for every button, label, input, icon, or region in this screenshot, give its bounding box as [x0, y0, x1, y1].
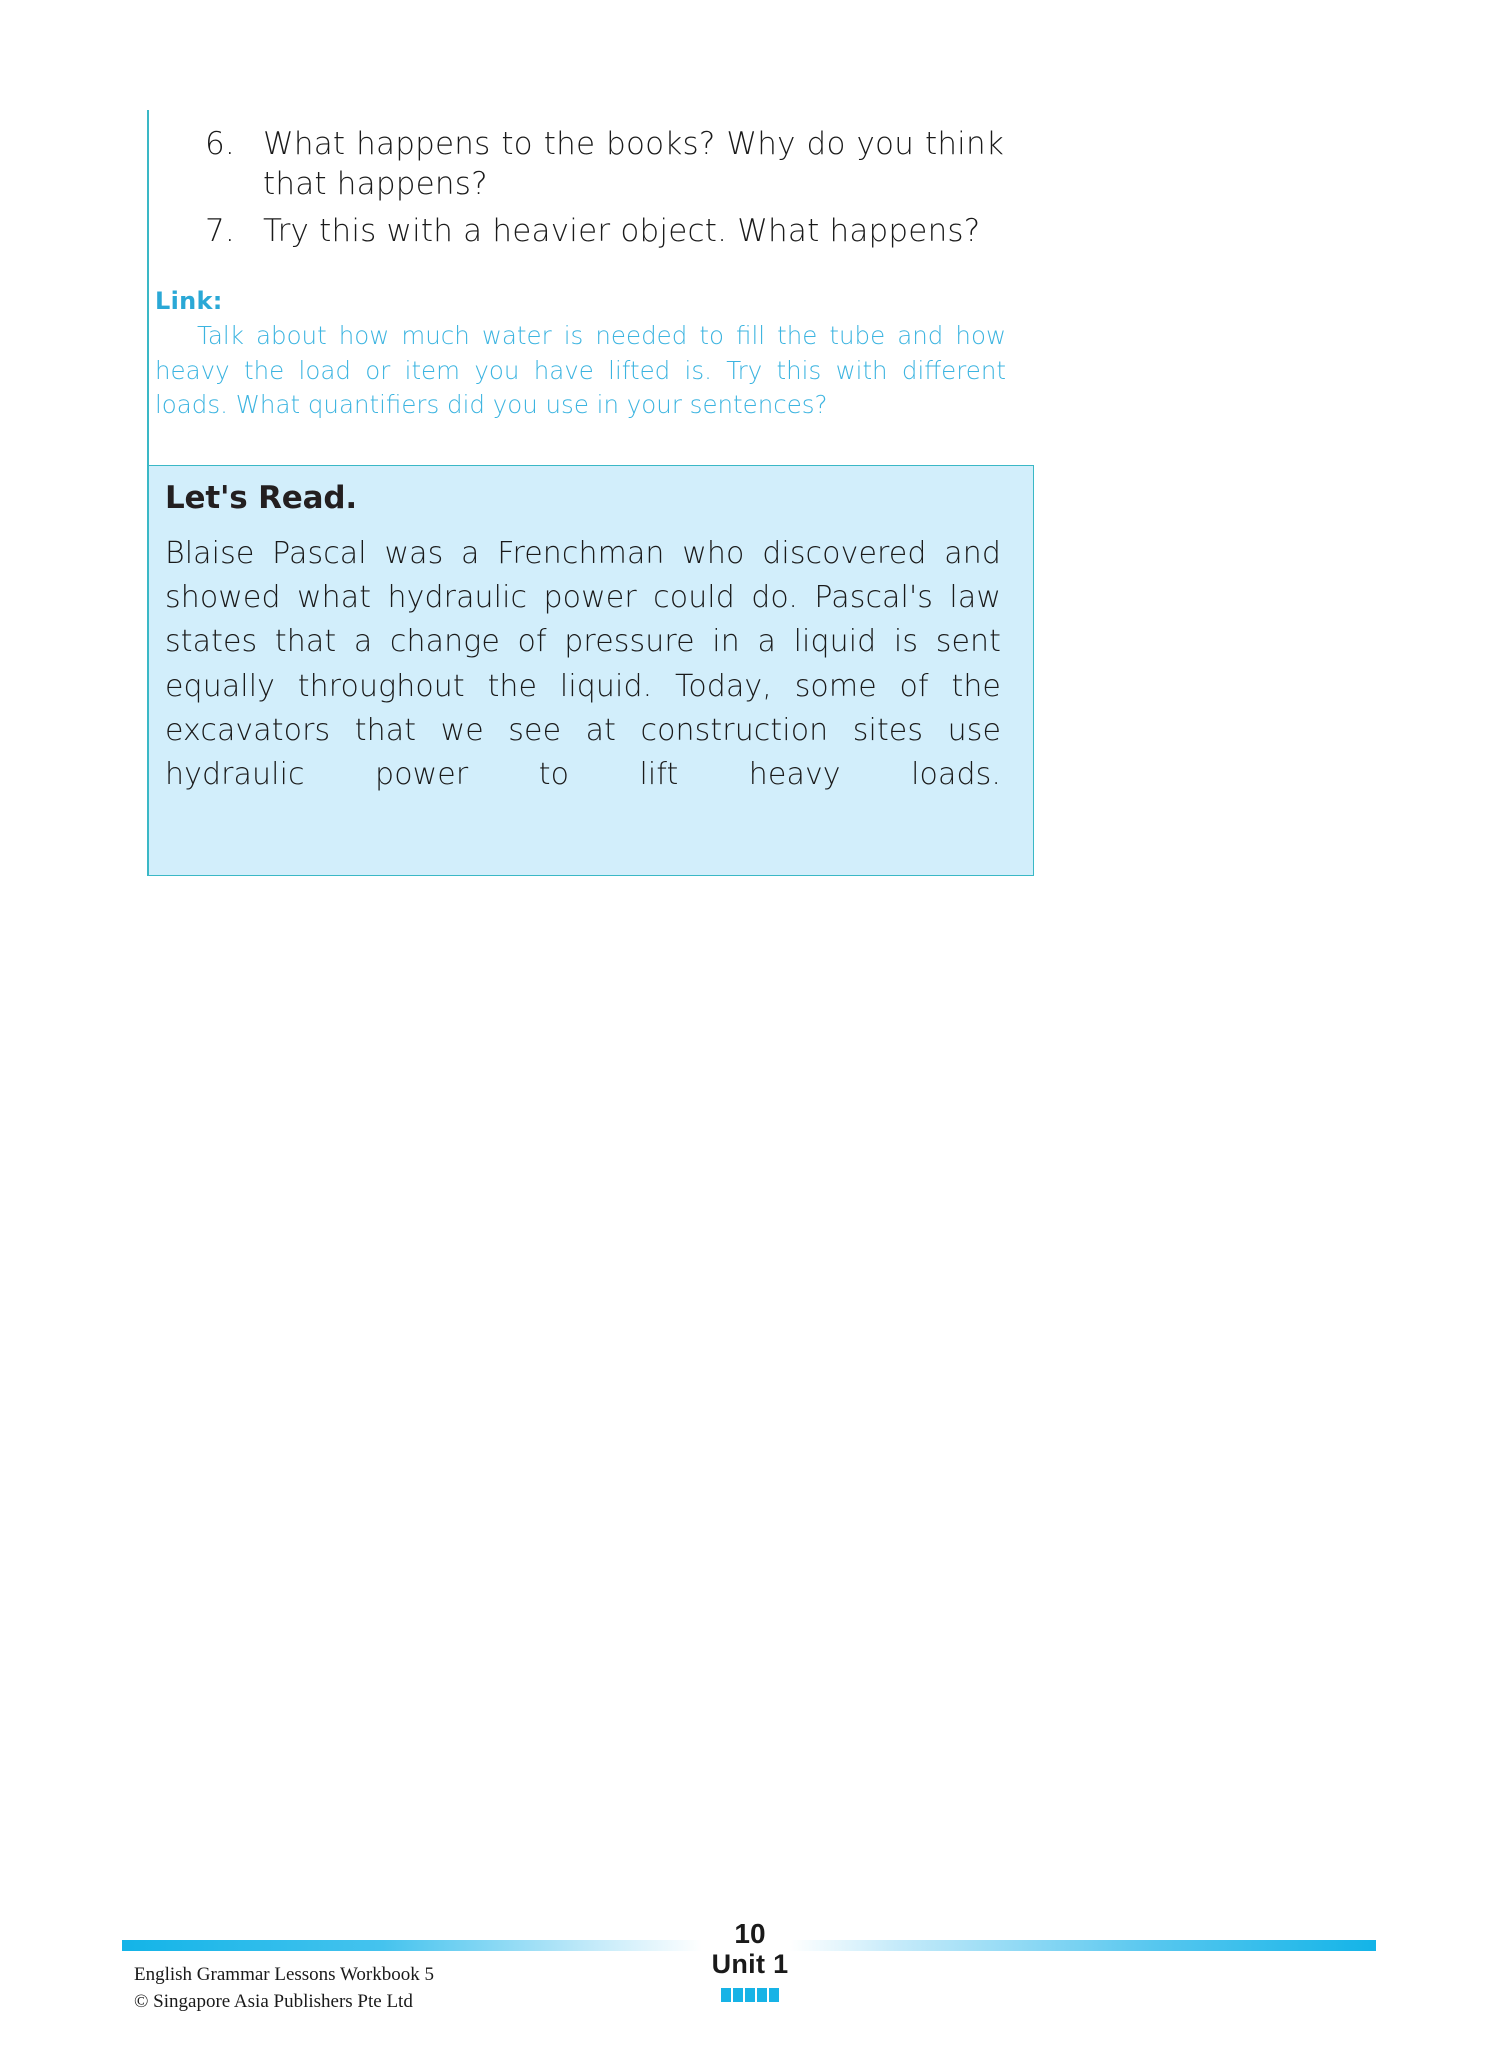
page-indicator: [680, 1920, 820, 2002]
question-number: 7.: [205, 212, 235, 249]
footer-rule-left: [122, 1940, 702, 1951]
unit-square: [757, 1988, 767, 2002]
footer-copyright-line: © Singapore Asia Publishers Pte Ltd: [134, 1990, 413, 2012]
question-text: What happens to the books? Why do you think that happens?: [263, 126, 1004, 203]
unit-square: [745, 1988, 755, 2002]
unit-square-row: [680, 1988, 820, 2002]
link-body-text: Talk about how much water is needed to fill the tube and how heavy the load or item you have lifted is. Try this with different loads. What quantifiers did you use in your sentences?: [155, 320, 1006, 420]
lets-read-box: [147, 465, 1034, 876]
footer-rule-right: [790, 1940, 1376, 1951]
unit-square: [769, 1988, 779, 2002]
lets-read-body-text: Blaise Pascal was a Frenchman who discovered and showed what hydraulic power could do. Pascal's law states that a change of pressure in a liquid is sent equally throughout the liquid. Today, some of the excavators that we see at construction sites use hydraulic power to lift heavy loads.: [165, 536, 1001, 792]
link-label: Link:: [155, 286, 223, 315]
page-footer: [0, 1918, 1500, 2046]
footer-title-line: English Grammar Lessons Workbook 5: [134, 1964, 434, 1985]
page-number: 10: [734, 1918, 766, 1949]
question-text: Try this with a heavier object. What happens?: [263, 212, 981, 249]
unit-square: [733, 1988, 743, 2002]
unit-square: [721, 1988, 731, 2002]
footer-credit: [134, 1962, 434, 2016]
lets-read-heading: Let's Read.: [165, 480, 357, 517]
unit-label: Unit 1: [711, 1949, 789, 1979]
list-item: [149, 211, 1034, 251]
question-list: [149, 110, 1034, 251]
question-number: 6.: [205, 126, 235, 162]
link-section: [149, 287, 1034, 423]
list-item: [149, 124, 1034, 205]
content-frame: [147, 110, 1034, 876]
